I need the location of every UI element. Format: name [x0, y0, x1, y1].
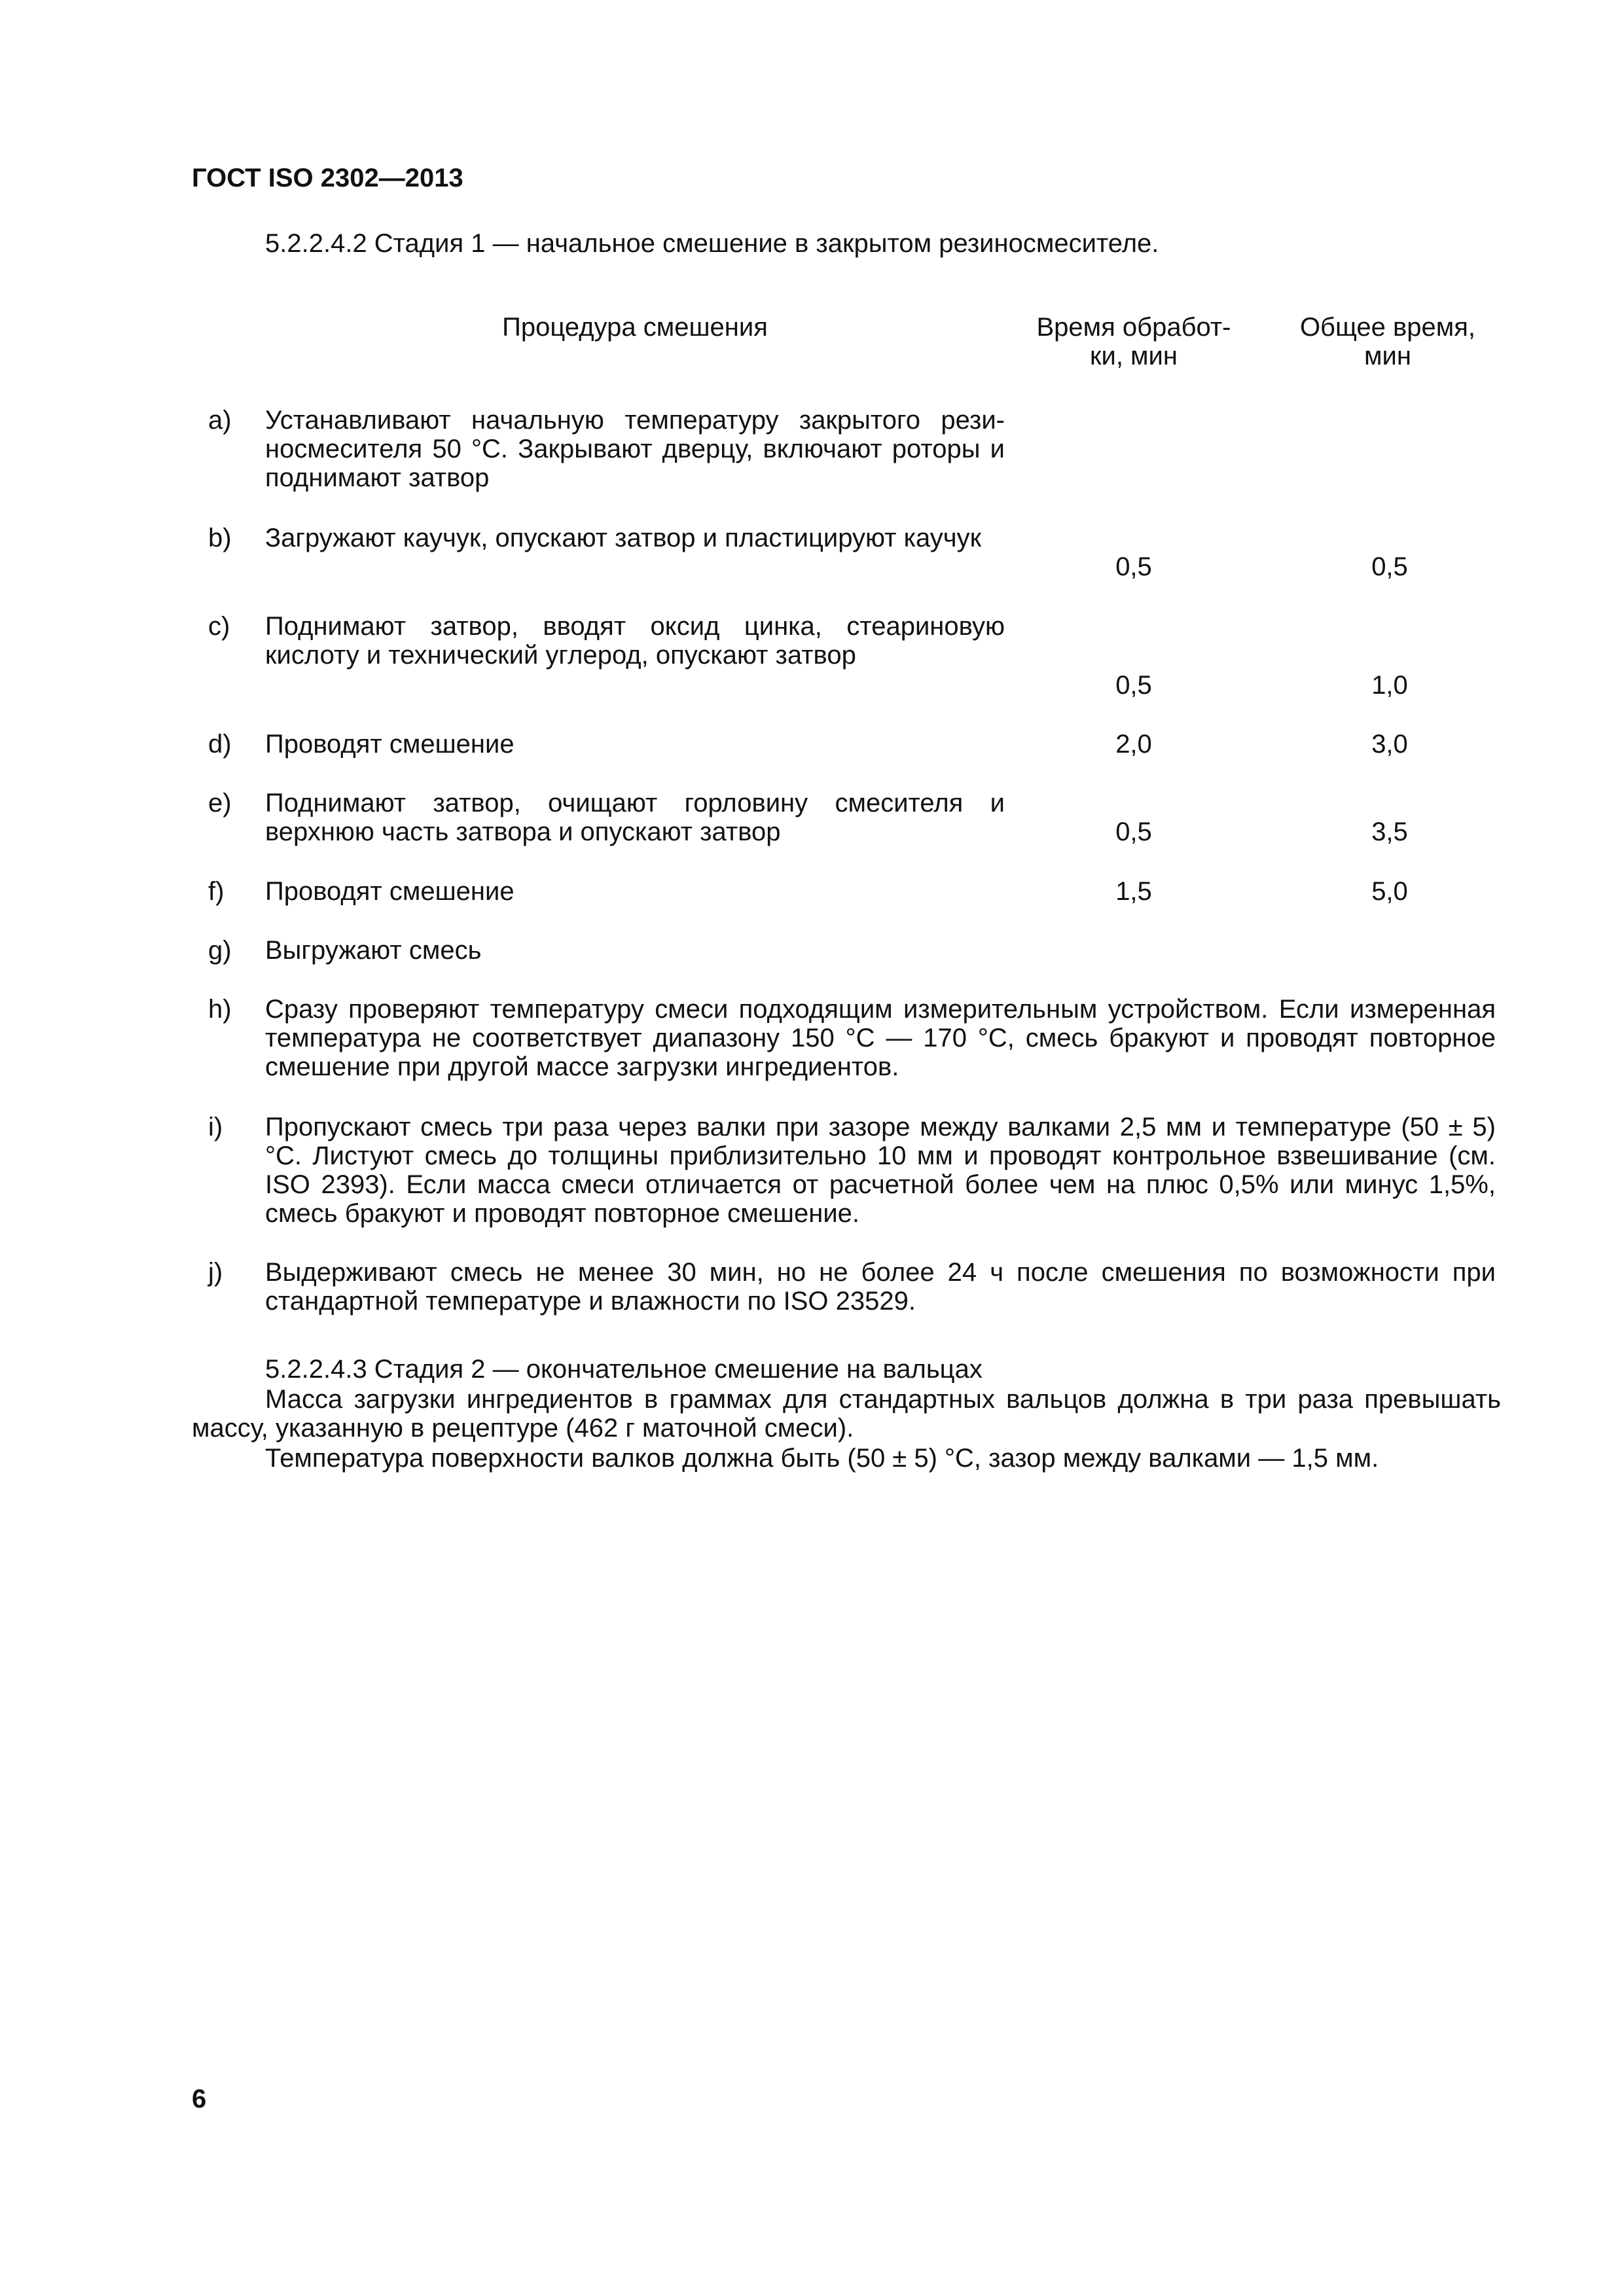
- row-description: Пропускают смесь три раза через валки при зазоре между валками 2,5 мм и температуре (50 ± 5) °С. Листуют смесь до толщины приблизительно 10 мм и проводят контрольное взвешивание (см. ISO 2393). Если масса смеси отличается от расчетной более чем на плюс 0,5% или минус 1,5%, смесь бракуют и проводят повторное смешение.: [265, 1113, 1496, 1228]
- column-header-total-line-2: мин: [1364, 342, 1411, 370]
- row-letter: h): [208, 995, 232, 1024]
- column-header-time-line-2: ки, мин: [1089, 342, 1178, 370]
- row-description: Загружают каучук, опускают затвор и пластицируют каучук: [265, 524, 982, 552]
- row-description: Выгружают смесь: [265, 936, 482, 965]
- column-header-time-line-1: Время обработ-: [1036, 313, 1231, 342]
- paragraph-mass: Масса загрузки ингредиентов в граммах для стандартных вальцов должна в три раза превышать массу, указанную в рецептуре (462 г маточной смеси).: [192, 1385, 1501, 1443]
- row-time-value: 0,5: [1115, 817, 1152, 846]
- row-total-value: 0,5: [1371, 552, 1408, 581]
- row-letter: b): [208, 524, 232, 552]
- column-header-total-line-1: Общее время,: [1299, 313, 1476, 342]
- row-total-value: 3,5: [1371, 817, 1408, 846]
- row-time-value: 1,5: [1115, 877, 1152, 906]
- section-title-stage-2: 5.2.2.4.3 Стадия 2 — окончательное смешение на вальцах: [265, 1355, 983, 1384]
- row-description: Выдерживают смесь не менее 30 мин, но не более 24 ч после смешения по возможности при стандартной температуре и влажности по ISO 23529.: [265, 1258, 1496, 1316]
- section-title-stage-1: 5.2.2.4.2 Стадия 1 — начальное смешение в закрытом резиносмесителе.: [265, 229, 1159, 258]
- row-description: Сразу проверяют температуру смеси подходящим измерительным устройством. Если измеренная температура не соответствует диапазону 150 °С — 170 °С, смесь бракуют и проводят повторное смешение при другой массе загрузки ингредиентов.: [265, 995, 1496, 1081]
- page-number: 6: [192, 2085, 207, 2113]
- document-header: ГОСТ ISO 2302—2013: [192, 164, 463, 192]
- column-header-time: [1003, 313, 1265, 370]
- row-letter: i): [208, 1113, 223, 1141]
- row-letter: a): [208, 406, 232, 435]
- row-letter: j): [208, 1258, 223, 1287]
- row-letter: g): [208, 936, 232, 965]
- row-description: Проводят смешение: [265, 730, 514, 759]
- row-total-value: 3,0: [1371, 730, 1408, 759]
- row-time-value: 2,0: [1115, 730, 1152, 759]
- row-letter: e): [208, 789, 232, 817]
- row-time-value: 0,5: [1115, 671, 1152, 700]
- row-description: Проводят смешение: [265, 877, 514, 906]
- row-total-value: 5,0: [1371, 877, 1408, 906]
- row-description: Поднимают затвор, очищают горловину смесителя и верхнюю часть затвора и опускают затвор: [265, 789, 1005, 846]
- row-time-value: 0,5: [1115, 552, 1152, 581]
- row-letter: f): [208, 877, 225, 906]
- column-header-total: [1257, 313, 1519, 370]
- row-description: Устанавливают начальную температуру закрытого резиносмесителя 50 °С. Закрывают дверцу, включают роторы и поднимают затвор: [265, 406, 1005, 492]
- column-header-procedure: Процедура смешения: [502, 313, 768, 342]
- row-total-value: 1,0: [1371, 671, 1408, 700]
- paragraph-temperature: Температура поверхности валков должна быть (50 ± 5) °С, зазор между валками — 1,5 мм.: [265, 1444, 1379, 1473]
- row-letter: d): [208, 730, 232, 759]
- row-letter: c): [208, 612, 230, 641]
- row-description: Поднимают затвор, вводят оксид цинка, стеариновую кислоту и технический углерод, опускают затвор: [265, 612, 1005, 670]
